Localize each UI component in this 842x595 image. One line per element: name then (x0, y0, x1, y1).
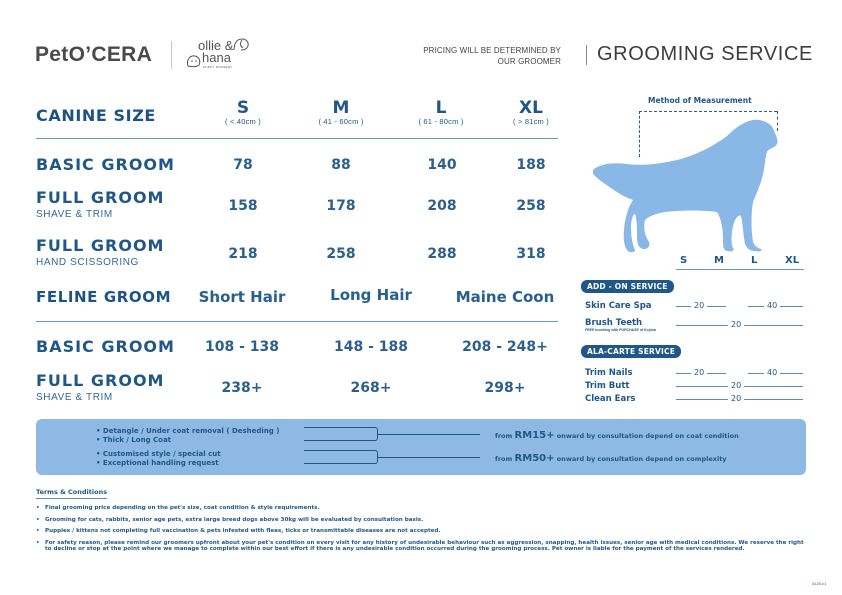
price-cell: 258 (326, 246, 356, 262)
price-cell: 78 (233, 157, 253, 173)
alacarte-item-clean-ears: Clean Ears (585, 394, 636, 404)
size-m-header: M ( 41 - 60cm ) (318, 98, 364, 126)
price-cell: 140 (427, 157, 457, 173)
title-divider (586, 45, 587, 65)
price-cell: 268+ (350, 380, 392, 396)
terms-item: • For safety reason, please remind our groomers upfront about your pet's condition on every visit for any history of undesirable behaviour such as aggression, snapping, health issues, senior age with medical conditions. We reserve the right to decline or stop at the point where we manage to complete within our best effort if there is any undesirable condition occurred during the grooming process. Pet owner is liable for the payment of the services rendered. (36, 540, 811, 553)
extra-group-1-items: • Detangle / Under coat removal ( Desheding ) • Thick / Long Coat (96, 427, 280, 444)
terms-item: • Final grooming price depending on the pet's size, coat condition & style requirements. (36, 505, 811, 512)
price-cell: 188 (516, 157, 546, 173)
alacarte-price: 20 (691, 368, 707, 377)
price-cell: 318 (516, 246, 546, 262)
feline-groom-heading: FELINE GROOM (36, 288, 172, 306)
feline-type-header: Maine Coon (455, 288, 555, 306)
pricing-note: PRICING WILL BE DETERMINED BY OUR GROOMER (423, 46, 561, 66)
footer-code: 0125.v1 (812, 581, 827, 586)
addon-price: 20 (728, 320, 744, 329)
row-subtitle: SHAVE & TRIM (36, 392, 113, 403)
terms-item: • Puppies / kittens not completing full vaccination & pets infested with fleas, ticks or transmittable diseases are not accepted. (36, 528, 811, 535)
extra-group-2-items: • Customised style / special cut • Exceptional handling request (96, 450, 221, 467)
dog-size-label: XL (785, 255, 800, 266)
measurement-guide-line (639, 111, 777, 112)
price-cell: 288 (427, 246, 457, 262)
alacarte-price: 20 (728, 381, 744, 390)
alacarte-item-trim-nails: Trim Nails (585, 368, 633, 378)
feline-divider (36, 321, 558, 322)
extra-group-1-price: from RM15+ onward by consultation depend on coat condition (495, 430, 739, 441)
addon-item-brush-teeth: Brush Teeth (585, 318, 643, 328)
connector-line (378, 434, 480, 435)
measurement-title: Method of Measurement (648, 96, 752, 105)
feline-type-header: Long Hair (330, 286, 412, 304)
price-cell: 238+ (221, 380, 263, 396)
canine-row-full-groom-scissoring: FULL GROOM (36, 236, 165, 255)
addon-price: 20 (691, 301, 707, 310)
feline-row-full-groom: FULL GROOM (36, 371, 165, 390)
extra-group-2-price: from RM50+ onward by consultation depend on complexity (495, 453, 727, 464)
canine-row-full-groom-shave: FULL GROOM (36, 188, 165, 207)
dog-size-label: M (714, 255, 724, 266)
alacarte-price: 40 (764, 368, 780, 377)
price-cell: 88 (331, 157, 351, 173)
terms-title: Terms & Conditions (36, 488, 107, 499)
dog-size-label: S (680, 255, 688, 266)
dog-size-label: L (751, 255, 758, 266)
size-l-header: L ( 61 - 80cm ) (418, 98, 464, 126)
price-cell: 208 - 248+ (462, 339, 548, 355)
dog-head-icon (232, 38, 250, 52)
dog-silhouette-icon (593, 118, 783, 254)
row-subtitle: HAND SCISSORING (36, 257, 139, 268)
alacarte-item-trim-butt: Trim Butt (585, 381, 630, 391)
addon-note: FREE brushing with PURCHASE of Kojima (585, 328, 656, 332)
logo-divider (171, 41, 172, 69)
partner-logo: ollie & hana PUPPY NURSERY (186, 38, 256, 74)
feline-type-header: Short Hair (198, 288, 286, 306)
bracket-connector (304, 427, 378, 441)
addon-price: 40 (764, 301, 780, 310)
canine-divider (36, 138, 558, 139)
price-cell: 298+ (484, 380, 526, 396)
price-cell: 148 - 188 (333, 339, 408, 355)
price-cell: 258 (516, 198, 546, 214)
price-cell: 208 (427, 198, 457, 214)
alacarte-heading-pill: ALA-CARTE SERVICE (581, 345, 681, 358)
canine-size-heading: CANINE SIZE (36, 106, 156, 125)
addon-heading-pill: ADD - ON SERVICE (581, 280, 674, 293)
bracket-connector (304, 450, 378, 464)
size-scale-line (676, 269, 804, 270)
page-title: GROOMING SERVICE (597, 43, 813, 65)
price-cell: 218 (228, 246, 258, 262)
feline-row-basic-groom: BASIC GROOM (36, 337, 175, 356)
canine-row-basic-groom: BASIC GROOM (36, 155, 175, 174)
terms-list (36, 505, 811, 558)
brand-logo: PetO’CERA (35, 43, 153, 66)
puppy-face-icon (186, 54, 202, 68)
row-subtitle: SHAVE & TRIM (36, 209, 113, 220)
size-s-header: S ( < 40cm ) (225, 98, 261, 126)
alacarte-price: 20 (728, 394, 744, 403)
price-cell: 158 (228, 198, 258, 214)
price-cell: 178 (326, 198, 356, 214)
addon-item-skin-care-spa: Skin Care Spa (585, 301, 652, 311)
connector-line (378, 457, 480, 458)
size-xl-header: XL ( > 81cm ) (513, 98, 549, 126)
price-cell: 108 - 138 (204, 339, 279, 355)
terms-item: • Grooming for cats, rabbits, senior age pets, extra large breed dogs above 30kg will be evaluated by consultation basis. (36, 517, 811, 524)
